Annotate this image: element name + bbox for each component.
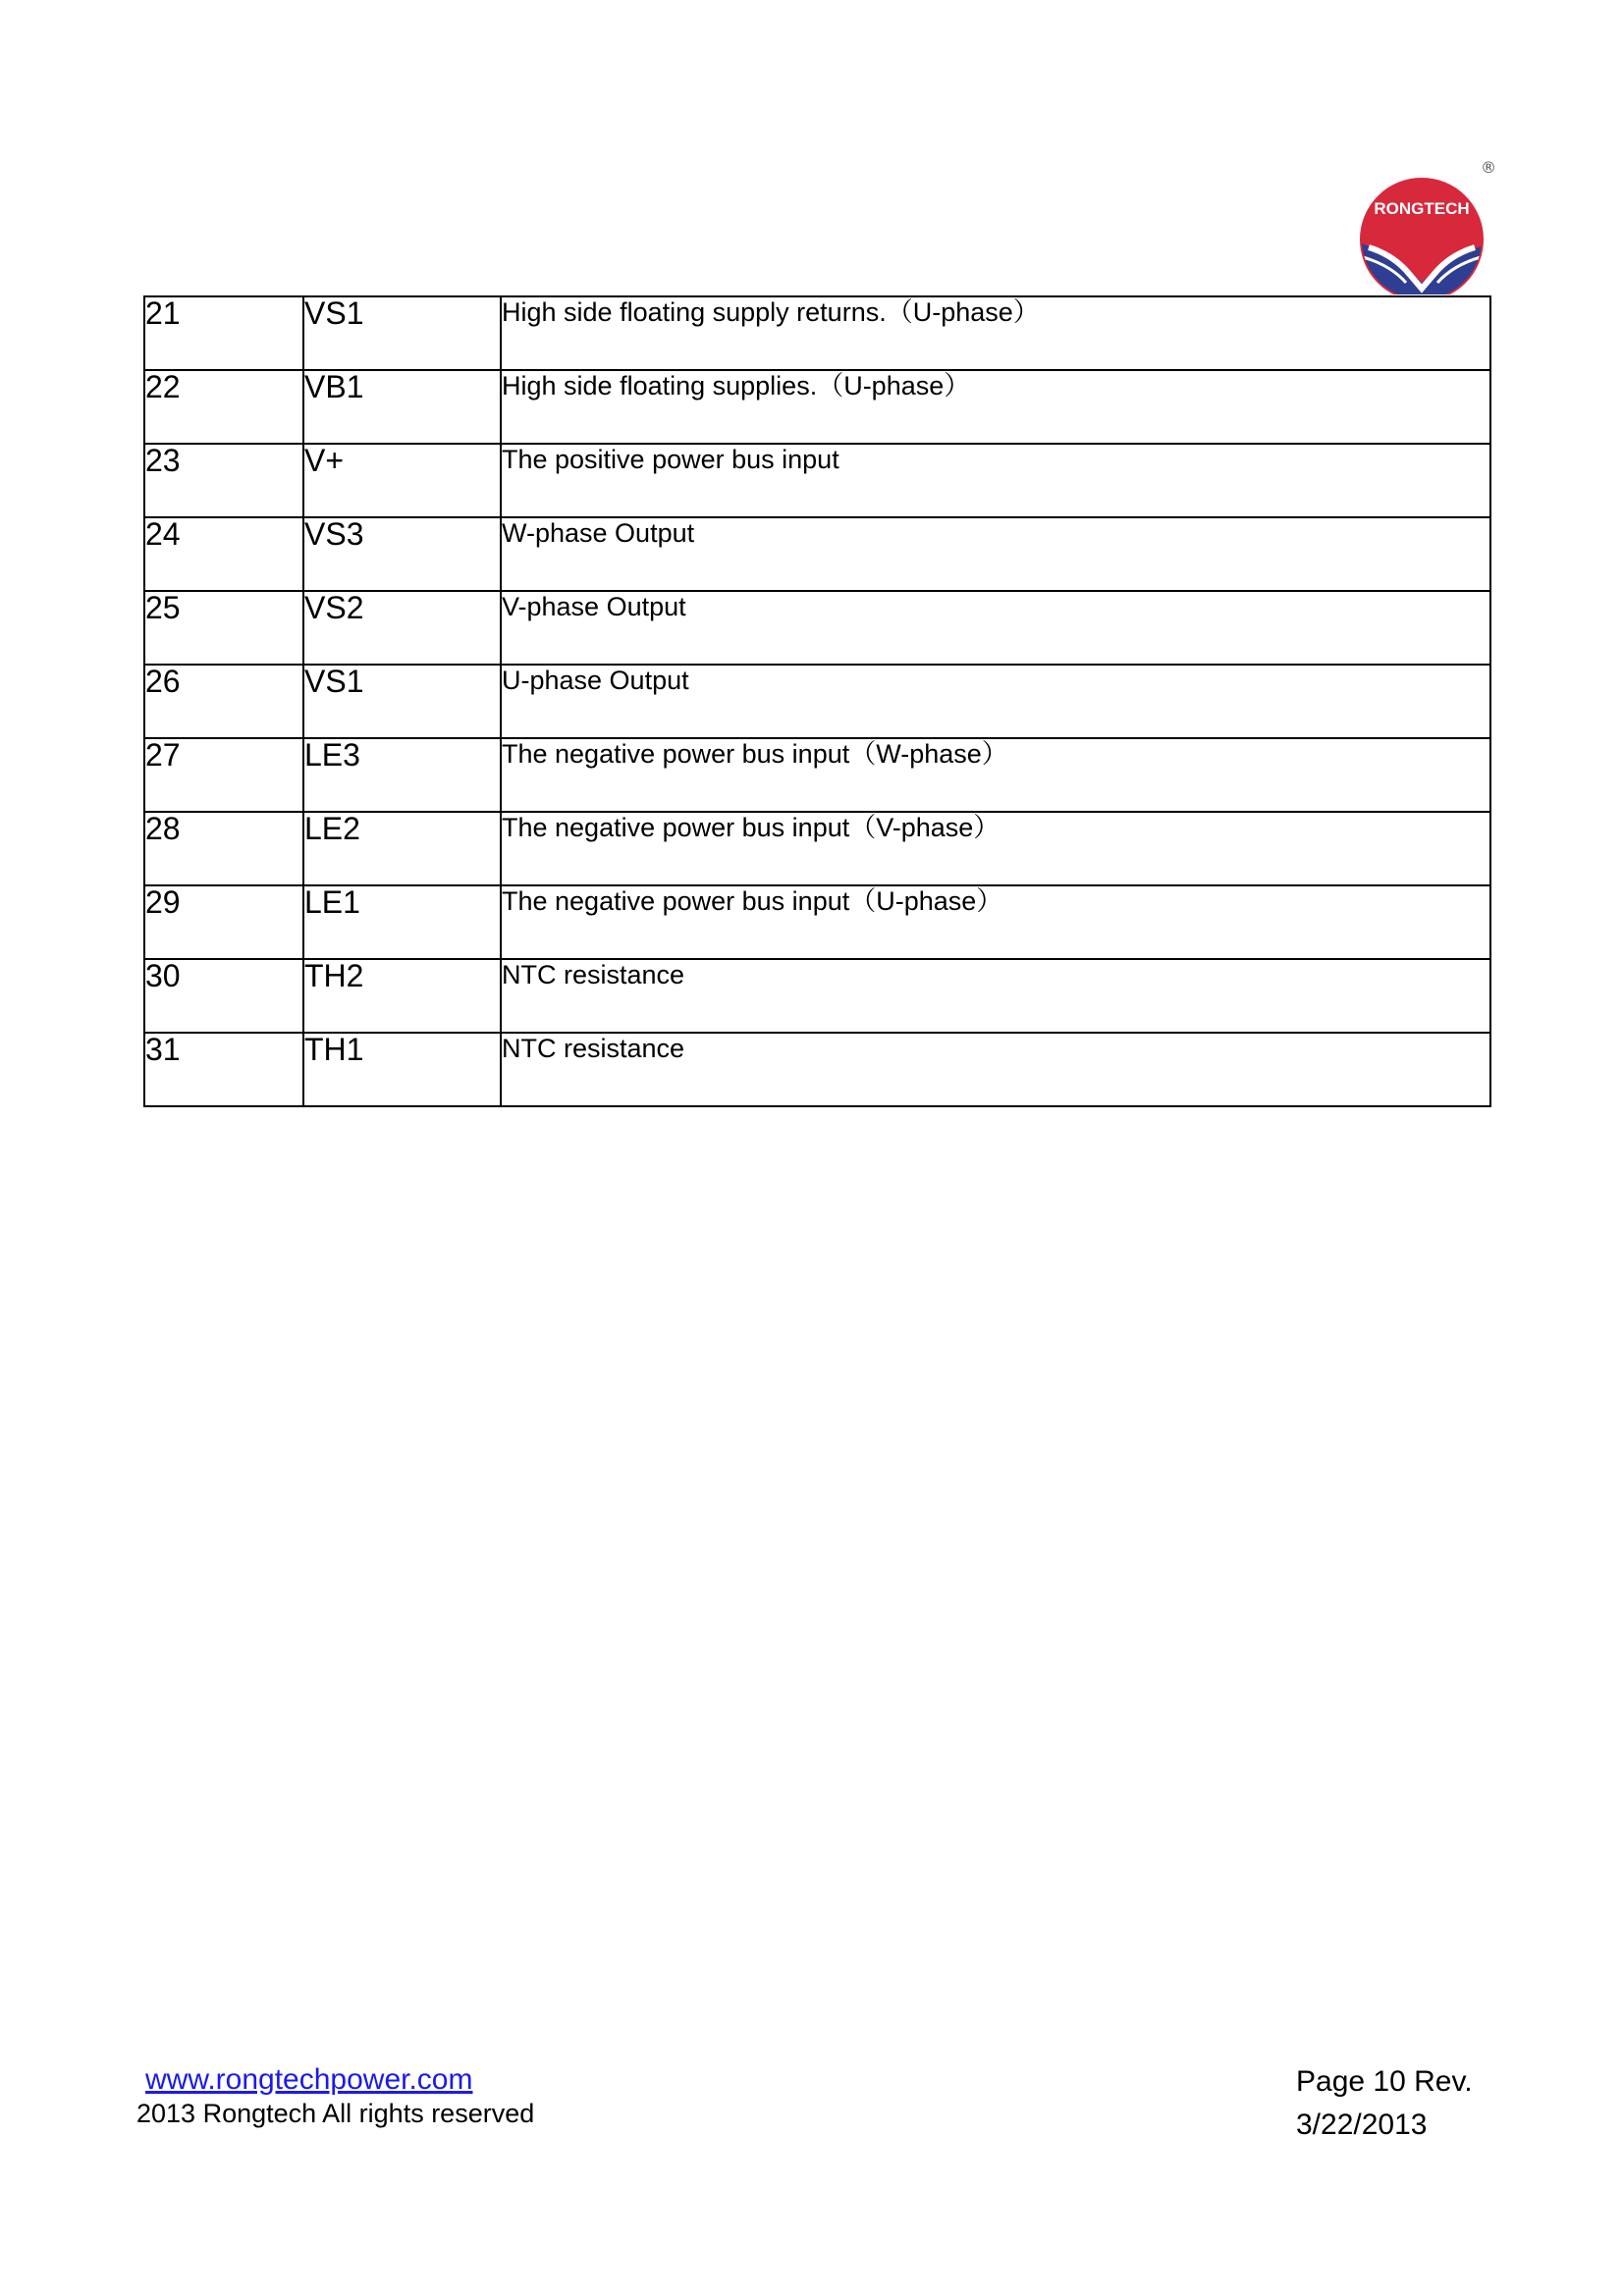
- pin-number: 30: [145, 958, 181, 993]
- table-row: [144, 959, 1490, 1033]
- table-row: [144, 296, 1490, 370]
- pin-description: U-phase Output: [502, 666, 689, 695]
- pin-number: 23: [145, 443, 181, 478]
- pin-number: 31: [145, 1032, 181, 1067]
- logo-text: RONGTECH: [1374, 199, 1470, 218]
- pin-name: VB1: [304, 369, 364, 404]
- pin-name: LE1: [304, 884, 360, 920]
- pin-name: VS1: [304, 664, 364, 699]
- pin-description: High side floating supplies.（U-phase）: [502, 371, 971, 400]
- pin-description: V-phase Output: [502, 592, 686, 621]
- pin-description: W-phase Output: [502, 518, 695, 548]
- rongtech-logo: [1355, 157, 1502, 294]
- pin-number: 22: [145, 369, 181, 404]
- page-number: Page 10 Rev.: [1296, 2065, 1473, 2098]
- pin-number: 28: [145, 811, 181, 846]
- website-link[interactable]: www.rongtechpower.com: [145, 2063, 473, 2096]
- table-row: [144, 665, 1490, 738]
- table-row: [144, 591, 1490, 665]
- pin-number: 26: [145, 664, 181, 699]
- pin-description: The positive power bus input: [502, 445, 839, 474]
- pin-description: High side floating supply returns.（U-phase）: [502, 297, 1040, 327]
- pin-name: VS3: [304, 516, 364, 552]
- pin-description: NTC resistance: [502, 1034, 685, 1063]
- pin-name: V+: [304, 443, 345, 478]
- table-row: [144, 885, 1490, 959]
- registered-mark: ®: [1481, 158, 1496, 177]
- pin-description: The negative power bus input（U-phase）: [502, 886, 1003, 916]
- pin-number: 24: [145, 516, 181, 552]
- pin-number: 25: [145, 590, 181, 625]
- table-row: [144, 517, 1490, 591]
- pin-number: 21: [145, 295, 181, 331]
- pin-description: The negative power bus input（V-phase）: [502, 813, 1001, 842]
- pin-number: 27: [145, 737, 181, 773]
- pin-name: TH2: [304, 958, 364, 993]
- table-row: [144, 370, 1490, 444]
- pin-description: The negative power bus input（W-phase）: [502, 739, 1008, 769]
- pin-name: VS1: [304, 295, 364, 331]
- pin-table: [143, 295, 1491, 1107]
- revision-date: 3/22/2013: [1296, 2109, 1428, 2141]
- table-row: [144, 1033, 1490, 1106]
- pin-number: 29: [145, 884, 181, 920]
- pin-name: LE2: [304, 811, 360, 846]
- table-row: [144, 444, 1490, 517]
- pin-name: VS2: [304, 590, 364, 625]
- pin-name: TH1: [304, 1032, 364, 1067]
- table-row: [144, 812, 1490, 885]
- copyright-text: 2013 Rongtech All rights reserved: [136, 2099, 535, 2128]
- pin-description: NTC resistance: [502, 960, 685, 989]
- pin-name: LE3: [304, 737, 360, 773]
- table-row: [144, 738, 1490, 812]
